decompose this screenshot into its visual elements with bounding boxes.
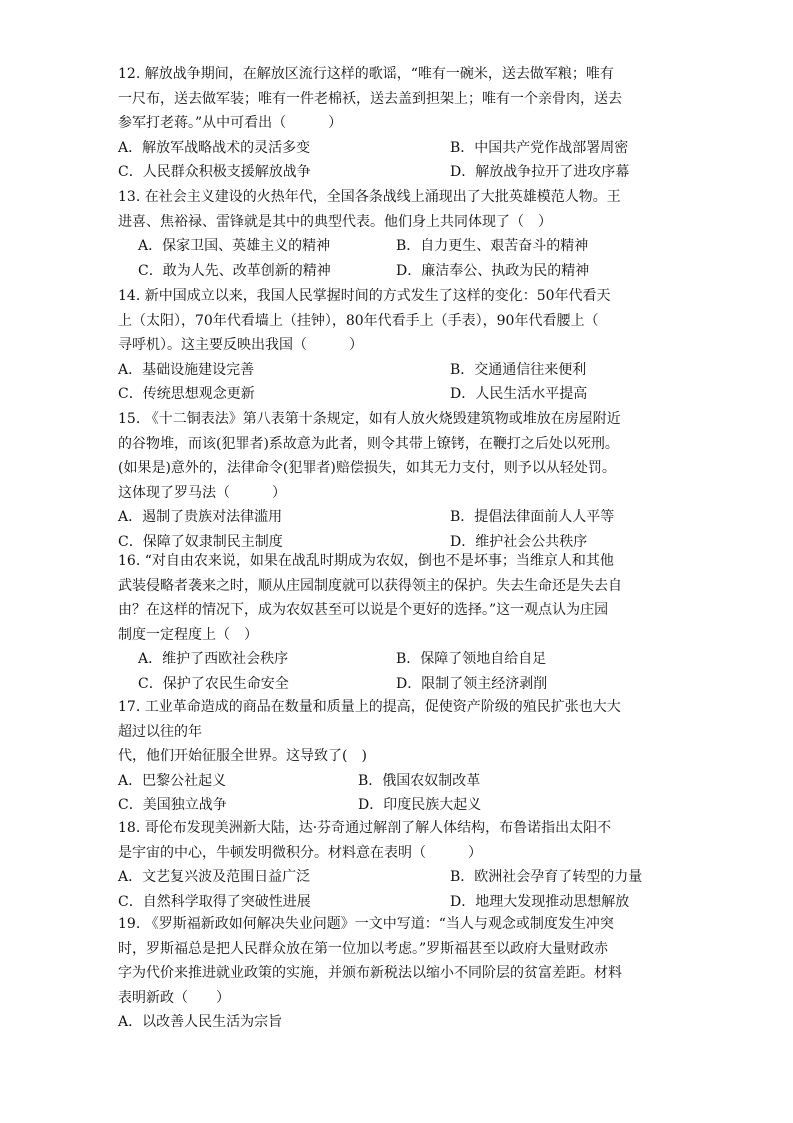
option-b: B．自力更生、艰苦奋斗的精神 <box>396 238 589 255</box>
option-b: B．提倡法律面前人人平等 <box>450 509 615 526</box>
question-19 <box>118 912 678 1035</box>
option-row <box>118 1010 678 1035</box>
question-stem-line: 是宇宙的中心，牛顿发明微积分。材料意在表明（ ） <box>118 844 482 861</box>
option-d: D．廉洁奉公、执政为民的精神 <box>396 262 590 279</box>
option-a: A．遏制了贵族对法律滥用 <box>118 509 283 526</box>
option-b: B．保障了领地自给自足 <box>396 651 547 668</box>
option-a: A．以改善人民生活为宗旨 <box>118 1014 283 1031</box>
question-13 <box>118 185 678 283</box>
question-15 <box>118 407 678 555</box>
option-row <box>118 505 678 530</box>
question-stem-line: 制度一定程度上（ ） <box>118 626 258 643</box>
question-stem-line: 寻呼机）。这主要反映出我国（ ） <box>118 337 363 354</box>
option-c: C．传统思想观念更新 <box>118 386 255 403</box>
option-row <box>118 865 678 890</box>
option-d: D．解放战争拉开了进攻序幕 <box>450 164 630 181</box>
option-d: D．维护社会公共秩序 <box>450 533 588 550</box>
question-stem-line: 时，罗斯福总是把人民群众放在第一位加以考虑。”罗斯福甚至以政府大量财政赤 <box>118 940 609 957</box>
question-stem-line: 的谷物堆，而该(犯罪者)系故意为此者，则令其带上镣铐，在鞭打之后处以死刑。 <box>118 435 619 452</box>
option-d: D．限制了领主经济剥削 <box>396 675 548 692</box>
question-14 <box>118 284 678 407</box>
question-stem-line: 上（太阳），70年代看墙上（挂钟），80年代看手上（手表），90年代看腰上（ <box>118 312 599 329</box>
question-stem-line: 代，他们开始征服全世界。这导致了( ) <box>118 748 367 765</box>
option-row <box>118 160 678 185</box>
question-stem-line: 12. 解放战争期间，在解放区流行这样的歌谣，“唯有一碗米，送去做军粮；唯有 <box>118 66 614 82</box>
option-row <box>118 234 678 259</box>
question-stem-line: 19. 《罗斯福新政如何解决失业问题》一文中写道：“当人与观念或制度发生冲突 <box>118 916 614 932</box>
question-stem-line: 超过以往的年 <box>118 723 202 740</box>
question-stem-line: 14. 新中国成立以来，我国人民掌握时间的方式发生了这样的变化：50年代看天 <box>118 288 611 304</box>
option-a: A．保家卫国、英雄主义的精神 <box>138 238 331 255</box>
option-c: C．保障了奴隶制民主制度 <box>118 533 283 550</box>
option-d: D．人民生活水平提高 <box>450 386 588 403</box>
option-a: A．维护了西欧社会秩序 <box>138 651 289 668</box>
option-row <box>118 890 678 915</box>
question-stem-line: 17. 工业革命造成的商品在数量和质量上的提高，促使资产阶级的殖民扩张也大大 <box>118 699 621 715</box>
question-stem-line: 表明新政（ ） <box>118 989 230 1006</box>
option-c: C．人民群众积极支援解放战争 <box>118 164 311 181</box>
option-c: C．保护了农民生命安全 <box>138 675 289 692</box>
option-row <box>118 259 678 284</box>
question-stem-line: 进喜、焦裕禄、雷锋就是其中的典型代表。他们身上共同体现了（ ） <box>118 213 552 230</box>
option-a: A．解放军战略战术的灵活多变 <box>118 139 311 156</box>
question-stem-line: 字为代价来推进就业政策的实施，并颁布新税法以缩小不同阶层的贫富差距。材料 <box>118 965 622 982</box>
question-18 <box>118 816 678 914</box>
option-a: A．巴黎公社起义 <box>118 772 227 789</box>
option-a: A．文艺复兴波及范围日益广泛 <box>118 869 311 886</box>
option-c: C．自然科学取得了突破性进展 <box>118 893 311 910</box>
question-stem-line: 这体现了罗马法（ ） <box>118 484 286 501</box>
option-row <box>118 769 678 794</box>
option-b: B．欧洲社会孕育了转型的力量 <box>450 869 643 886</box>
option-b: B．中国共产党作战部署周密 <box>450 139 629 156</box>
option-row <box>118 647 678 672</box>
question-stem-line: 13. 在社会主义建设的火热年代，全国各条战线上涌现出了大批英雄模范人物。王 <box>118 189 621 205</box>
option-c: C．美国独立战争 <box>118 797 227 814</box>
option-row <box>118 382 678 407</box>
question-stem-line: 一尺布，送去做军装；唯有一件老棉袄，送去盖到担架上；唯有一个亲骨肉，送去 <box>118 90 622 107</box>
option-d: D．地理大发现推动思想解放 <box>450 893 630 910</box>
question-stem-line: 15. 《十二铜表法》第八表第十条规定，如有人放火烧毁建筑物或堆放在房屋附近 <box>118 411 621 427</box>
option-b: B．俄国农奴制改革 <box>358 772 481 789</box>
question-12 <box>118 62 678 185</box>
question-stem-line: 16. “对自由农来说，如果在战乱时期成为农奴，倒也不是坏事；当维京人和其他 <box>118 553 614 569</box>
option-d: D．印度民族大起义 <box>358 797 482 814</box>
option-row <box>118 793 678 818</box>
option-row <box>118 672 678 697</box>
question-17 <box>118 695 678 818</box>
option-a: A．基础设施建设完善 <box>118 361 255 378</box>
option-c: C．敢为人先、改革创新的精神 <box>138 262 331 279</box>
question-16 <box>118 549 678 697</box>
question-stem-line: 武装侵略者袭来之时，顺从庄园制度就可以获得领主的保护。失去生命还是失去自 <box>118 577 622 594</box>
question-stem-line: 参军打老蒋。”从中可看出（ ） <box>118 115 343 132</box>
option-row <box>118 136 678 161</box>
question-stem-line: 由？在这样的情况下，成为农奴甚至可以说是个更好的选择。”这一观点认为庄园 <box>118 602 609 619</box>
option-b: B．交通通信往来便利 <box>450 361 587 378</box>
option-row <box>118 358 678 383</box>
question-stem-line: 18. 哥伦布发现美洲新大陆，达·芬奇通过解剖了解人体结构，布鲁诺指出太阳不 <box>118 820 612 836</box>
question-stem-line: (如果是)意外的，法律命令(犯罪者)赔偿损失，如其无力支付，则予以从轻处罚。 <box>118 460 616 477</box>
